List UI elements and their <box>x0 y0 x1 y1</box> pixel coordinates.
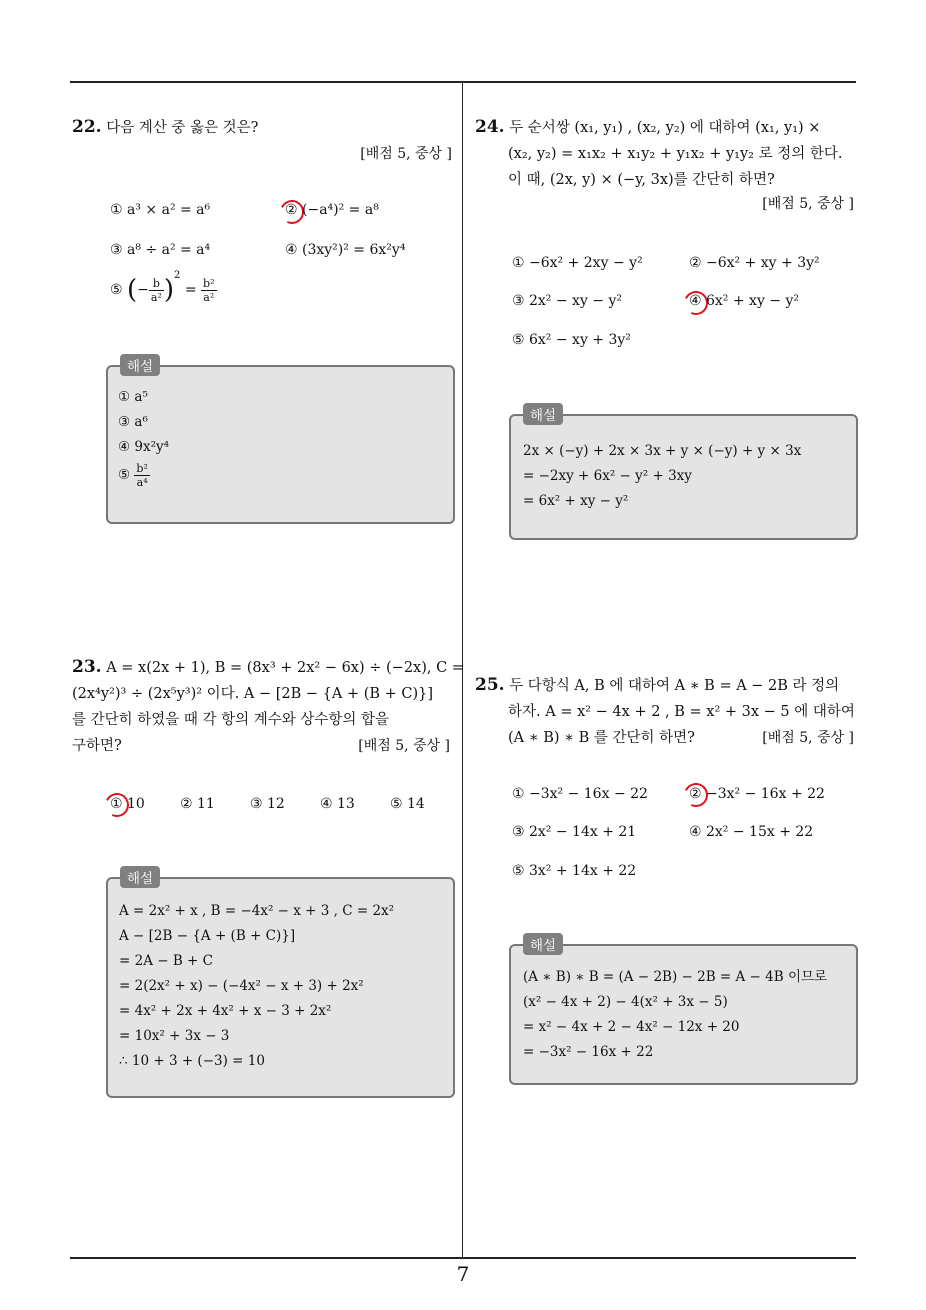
question-23-stem <box>72 654 464 759</box>
question-text: 를 간단히 하였을 때 각 항의 계수와 상수항의 합을 <box>72 712 390 728</box>
solution-line: ① a⁵ <box>118 389 148 405</box>
question-22-choices <box>110 202 450 312</box>
score-label: [배점 5, 중상 ] <box>360 146 452 162</box>
solution-line: A − [2B − {A + (B + C)}] <box>119 928 296 944</box>
choice-1[interactable]: ① a³ × a² = a⁶ <box>110 202 211 218</box>
solution-line: = 2A − B + C <box>119 953 213 969</box>
solution-tag: 해설 <box>120 866 160 888</box>
top-rule <box>70 81 856 83</box>
solution-line: = 6x² + xy − y² <box>523 493 629 509</box>
fraction: $\frac{b}{\text{a²}}$ <box>150 276 162 304</box>
solution-tag: 해설 <box>120 354 160 376</box>
question-number: 24. <box>475 117 505 137</box>
score-label: [배점 5, 중상 ] <box>762 196 854 212</box>
score-label: [배점 5, 중상 ] <box>762 730 854 746</box>
question-25-choices <box>512 786 857 886</box>
question-24-choices <box>512 255 857 355</box>
solution-tag: 해설 <box>523 403 563 425</box>
solution-box-22 <box>106 359 455 524</box>
solution-line: = −2xy + 6x² − y² + 3xy <box>523 468 692 484</box>
choice-2[interactable]: ② −6x² + xy + 3y² <box>689 255 820 271</box>
question-24-stem <box>475 114 860 193</box>
solution-line: ∴ 10 + 3 + (−3) = 10 <box>119 1053 265 1069</box>
choice-5[interactable]: ⑤ 14 <box>390 796 425 812</box>
solution-line: = 10x² + 3x − 3 <box>119 1028 230 1044</box>
solution-line: A = 2x² + x , B = −4x² − x + 3 , C = 2x² <box>119 903 395 919</box>
solution-line: ③ a⁶ <box>118 414 148 430</box>
question-text: (2x⁴y²)³ ÷ (2x⁵y³)² 이다. A − [2B − {A + (B + C)}] <box>72 686 434 702</box>
solution-line: = 2(2x² + x) − (−4x² − x + 3) + 2x² <box>119 978 364 994</box>
solution-box-24 <box>509 408 858 540</box>
bottom-rule <box>70 1257 856 1259</box>
choice-5[interactable]: ⑤ (− $\frac{b}{\text{a²}}$ )$^2$ = $\frac{\text{b²}}{\text{a²}}$ <box>110 270 215 305</box>
question-number: 22. <box>72 117 102 137</box>
choice-5[interactable]: ⑤ 6x² − xy + 3y² <box>512 332 631 348</box>
question-24 <box>475 114 860 213</box>
question-text: 두 다항식 A, B 에 대하여 A ∗ B = A − 2B 라 정의 <box>509 678 840 694</box>
solution-box-23 <box>106 871 455 1098</box>
solution-line: = −3x² − 16x + 22 <box>523 1044 654 1060</box>
choice-4[interactable]: ④ 2x² − 15x + 22 <box>689 824 814 840</box>
choice-2[interactable]: ② −3x² − 16x + 22 <box>689 786 825 802</box>
choice-3[interactable]: ③ 12 <box>250 796 285 812</box>
choice-4[interactable]: ④ 6x² + xy − y² <box>689 293 800 309</box>
solution-line: (A ∗ B) ∗ B = (A − 2B) − 2B = A − 4B 이므로 <box>523 969 828 985</box>
solution-line: = x² − 4x + 2 − 4x² − 12x + 20 <box>523 1019 740 1035</box>
question-25-stem <box>475 672 860 751</box>
solution-line: 2x × (−y) + 2x × 3x + y × (−y) + y × 3x <box>523 443 802 459</box>
solution-line: (x² − 4x + 2) − 4(x² + 3x − 5) <box>523 994 728 1010</box>
fraction: $\frac{\text{b²}}{\text{a⁴}}$ <box>136 462 148 489</box>
question-22-stem <box>72 114 452 141</box>
question-text: 하자. A = x² − 4x + 2 , B = x² + 3x − 5 에 대하여 <box>508 704 855 720</box>
choice-4[interactable]: ④ (3xy²)² = 6x²y⁴ <box>285 242 406 258</box>
choice-label: ⑤ <box>110 282 123 298</box>
question-25 <box>475 672 860 751</box>
solution-tag: 해설 <box>523 933 563 955</box>
question-text: 두 순서쌍 (x₁, y₁) , (x₂, y₂) 에 대하여 (x₁, y₁) × <box>509 120 821 136</box>
question-text: 이 때, (2x, y) × (−y, 3x)를 간단히 하면? <box>508 172 775 188</box>
choice-3[interactable]: ③ 2x² − xy − y² <box>512 293 623 309</box>
question-23 <box>72 654 464 759</box>
solution-line: ⑤ $\frac{\text{b²}}{\text{a⁴}}$ <box>118 462 148 489</box>
score-label: [배점 5, 중상 ] <box>358 738 450 754</box>
choice-1[interactable]: ① −6x² + 2xy − y² <box>512 255 643 271</box>
solution-line: ④ 9x²y⁴ <box>118 439 170 455</box>
solution-box-25 <box>509 938 858 1085</box>
choice-4[interactable]: ④ 13 <box>320 796 355 812</box>
choice-1[interactable]: ① 10 <box>110 796 145 812</box>
question-number: 25. <box>475 675 505 695</box>
question-text: 다음 계산 중 옳은 것은? <box>106 120 259 136</box>
question-23-choices <box>110 796 450 820</box>
question-22 <box>72 114 452 163</box>
choice-2[interactable]: ② 11 <box>180 796 215 812</box>
question-text: (A ∗ B) ∗ B 를 간단히 하면? <box>508 730 695 746</box>
question-text: (x₂, y₂) = x₁x₂ + x₁y₂ + y₁x₂ + y₁y₂ 로 정의 한다. <box>508 146 843 162</box>
choice-1[interactable]: ① −3x² − 16x − 22 <box>512 786 648 802</box>
fraction: $\frac{\text{b²}}{\text{a²}}$ <box>203 276 215 304</box>
page-number: 7 <box>456 1262 470 1286</box>
choice-2[interactable]: ② (−a⁴)² = a⁸ <box>285 202 379 218</box>
choice-5[interactable]: ⑤ 3x² + 14x + 22 <box>512 863 637 879</box>
question-text: A = x(2x + 1), B = (8x³ + 2x² − 6x) ÷ (−2x), C = <box>106 660 464 676</box>
solution-line: = 4x² + 2x + 4x² + x − 3 + 2x² <box>119 1003 332 1019</box>
question-text: 구하면? <box>72 738 122 754</box>
choice-3[interactable]: ③ a⁸ ÷ a² = a⁴ <box>110 242 211 258</box>
choice-3[interactable]: ③ 2x² − 14x + 21 <box>512 824 637 840</box>
question-number: 23. <box>72 657 102 677</box>
